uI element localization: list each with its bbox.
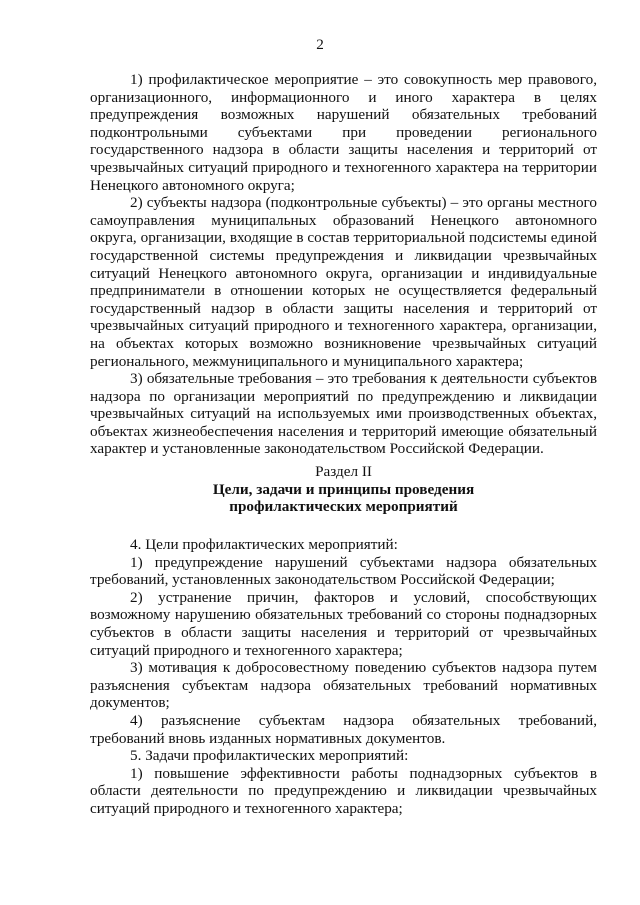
section-heading (90, 463, 597, 516)
paragraph-definition-1: 1) профилактическое мероприятие – это совокупность мер правового, организационного, информационного и иного характера в целях предупреждения возможных нарушений обязательных требований подконтрольными субъектами при проведении регионального государственного надзора в области защиты населения и территорий от чрезвычайных ситуаций природного и техногенного характера на территории Ненецкого автономного округа; (90, 71, 597, 194)
paragraph-goal-4: 4) разъяснение субъектам надзора обязательных требований, требований вновь изданных нормативных документов. (90, 711, 597, 747)
section-label: Раздел II (315, 463, 372, 480)
paragraph-definition-3: 3) обязательные требования – это требования к деятельности субъектов надзора по организации мероприятий по предупреждению и ликвидации чрезвычайных ситуаций на используемых ими производственных объектах, объектах жизнеобеспечения населения и территорий имеющие обязательный характер и установленные законодательством Российской Федерации. (90, 370, 597, 458)
paragraph-tasks-heading: 5. Задачи профилактических мероприятий: (130, 747, 409, 765)
page-number: 2 (316, 36, 324, 53)
paragraph-definition-2: 2) субъекты надзора (подконтрольные субъекты) – это органы местного самоуправления муниципальных образований Ненецкого автономного округа, организации, входящие в состав территориальной подсистемы единой государственной системы предупреждения и ликвидации чрезвычайных ситуаций Ненецкого автономного округа, организации и индивидуальные предприниматели в отношении которых не осуществляется федеральный государственный надзор в области защиты населения и территорий от чрезвычайных ситуаций природного и техногенного характера, организации, на объектах которых возможно возникновение чрезвычайных ситуаций регионального, межмуниципального и муниципального характера; (90, 194, 597, 370)
definitions-block (90, 71, 597, 458)
section-title-line-2: профилактических мероприятий (229, 498, 458, 516)
paragraph-goals-heading: 4. Цели профилактических мероприятий: (130, 536, 398, 553)
goals-block (90, 536, 597, 818)
paragraph-goal-1: 1) предупреждение нарушений субъектами надзора обязательных требований, установленных законодательством Российской Федерации; (90, 553, 597, 589)
paragraph-goal-2: 2) устранение причин, факторов и условий, способствующих возможному нарушению обязательных требований со стороны поднадзорных субъектов в области защиты населения и территорий от чрезвычайных ситуаций природного и техногенного характера; (90, 588, 597, 659)
paragraph-task-1: 1) повышение эффективности работы поднадзорных субъектов в области деятельности по предупреждению и ликвидации чрезвычайных ситуаций природного и техногенного характера; (90, 764, 597, 817)
paragraph-goal-3: 3) мотивация к добросовестному поведению субъектов надзора путем разъяснения субъектам надзора обязательных требований нормативных документов; (90, 659, 597, 712)
section-title-line-1: Цели, задачи и принципы проведения (212, 480, 475, 498)
